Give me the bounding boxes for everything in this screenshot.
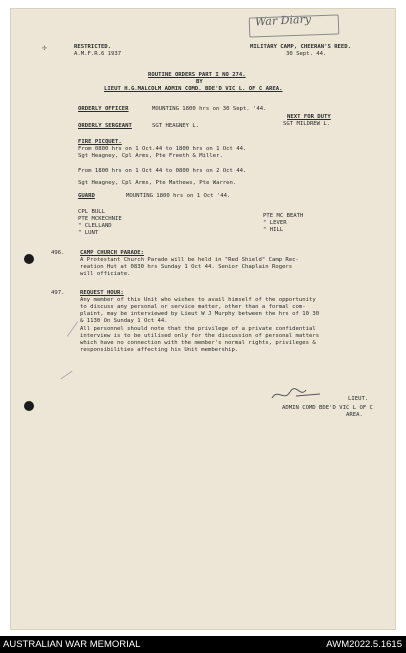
item-497-line: Any member of this Unit who wishes to avail himself of the opportunity (80, 297, 316, 303)
guard-member: PTE MC BEATH (263, 213, 304, 219)
signature-area: AREA. (346, 412, 363, 418)
signature-scribble (268, 384, 328, 404)
document-page (10, 8, 396, 630)
next-for-duty-label: NEXT FOR DUTY (287, 114, 331, 120)
fire-picquet-heading: FIRE PICQUET. (78, 139, 122, 145)
fire-picquet-line: Sgt Heagney, Cpl Arms, Pte Freeth & Miller. (78, 153, 223, 159)
fire-picquet-line: From 0800 hrs on 1 Oct.44 to 1800 hrs on 1 Oct 44. (78, 146, 247, 152)
header-location: MILITARY CAMP, CHEERAN'S REED. (250, 44, 352, 50)
item-497-line: All personnel should note that the privilege of a private confidential (80, 326, 316, 332)
pin-mark-icon: ✢ (42, 43, 47, 52)
title-authority: LIEUT H.G.MALCOLM ADMIN COMD. BDE'D VIC L. OF C AREA. (104, 86, 283, 92)
orderly-sergeant-next: SGT MILDREW L. (283, 121, 331, 127)
fire-picquet-line: From 1800 hrs on 1 Oct 44 to 0800 hrs on 2 Oct 44. (78, 168, 247, 174)
footer-institution: AUSTRALIAN WAR MEMORIAL (3, 639, 141, 650)
orderly-sergeant-value: SGT HEAGNEY L. (152, 123, 200, 129)
signature-rank: LIEUT. (348, 396, 369, 402)
item-497-line: which have no connection with the member's normal rights, privileges & (80, 340, 316, 346)
guard-value: MOUNTING 1800 hrs on 1 Oct '44. (126, 193, 231, 199)
punch-hole-bottom (24, 401, 34, 411)
item-496-heading: CAMP CHURCH PARADE: (80, 250, 144, 256)
item-496-line: A Protestant Church Parade will be held in "Red Shield" Camp Rec- (80, 257, 299, 263)
item-496-line: reation Hut at 0830 hrs Sunday 1 Oct 44. Senior Chaplain Rogers (80, 264, 293, 270)
footer-catalog-id: AWM2022.5.1615 (326, 639, 402, 650)
signature-title: ADMIN COMD BDE'D VIC L OF C (282, 405, 373, 411)
title-by: BY (196, 79, 203, 85)
item-497-line: to discuss any personal or service matter, other than a formal com- (80, 304, 306, 310)
item-497-heading: REQUEST HOUR: (80, 290, 124, 296)
guard-member: " LUNT (78, 230, 99, 236)
item-497-line: interview is to be utilised only for the discussion of personal matters (80, 333, 320, 339)
orderly-officer-label: ORDERLY OFFICER (78, 106, 129, 112)
orderly-sergeant-label: ORDERLY SERGEANT (78, 123, 132, 129)
header-restricted: RESTRICTED. (74, 44, 112, 50)
title-routine-orders: ROUTINE ORDERS PART I NO 274. (148, 72, 246, 78)
handwritten-box (249, 14, 340, 37)
guard-member: " HILL (263, 227, 284, 233)
fire-picquet-line: Sgt Heagney, Cpl Arms, Pte Mathews, Pte Warren. (78, 180, 237, 186)
item-497-line: & 1130 On Sunday 1 Oct 44. (80, 318, 168, 324)
item-497-line: responsibilities affecting his Unit membership. (80, 347, 239, 353)
footer-bar (0, 636, 406, 653)
guard-label: GUARD (78, 193, 95, 199)
header-form-code: A.M.F.R.6 1937 (74, 51, 122, 57)
guard-member: PTE MCKECHNIE (78, 216, 122, 222)
handwritten-title: War Diary (254, 12, 312, 29)
guard-member: CPL BULL (78, 209, 105, 215)
header-date: 30 Sept. 44. (286, 51, 327, 57)
item-number-496: 496. (51, 250, 65, 256)
item-number-497: 497. (51, 290, 65, 296)
guard-member: " LEVER (263, 220, 287, 226)
punch-hole-top (24, 254, 34, 264)
guard-member: " CLELLAND (78, 223, 112, 229)
orderly-officer-value: MOUNTING 1800 hrs on 30 Sept. '44. (152, 106, 267, 112)
item-496-line: will officiate. (80, 271, 131, 277)
item-497-line: plaint, may be interviewed by Lieut W J Murphy between the hrs of 10 30 (80, 311, 320, 317)
